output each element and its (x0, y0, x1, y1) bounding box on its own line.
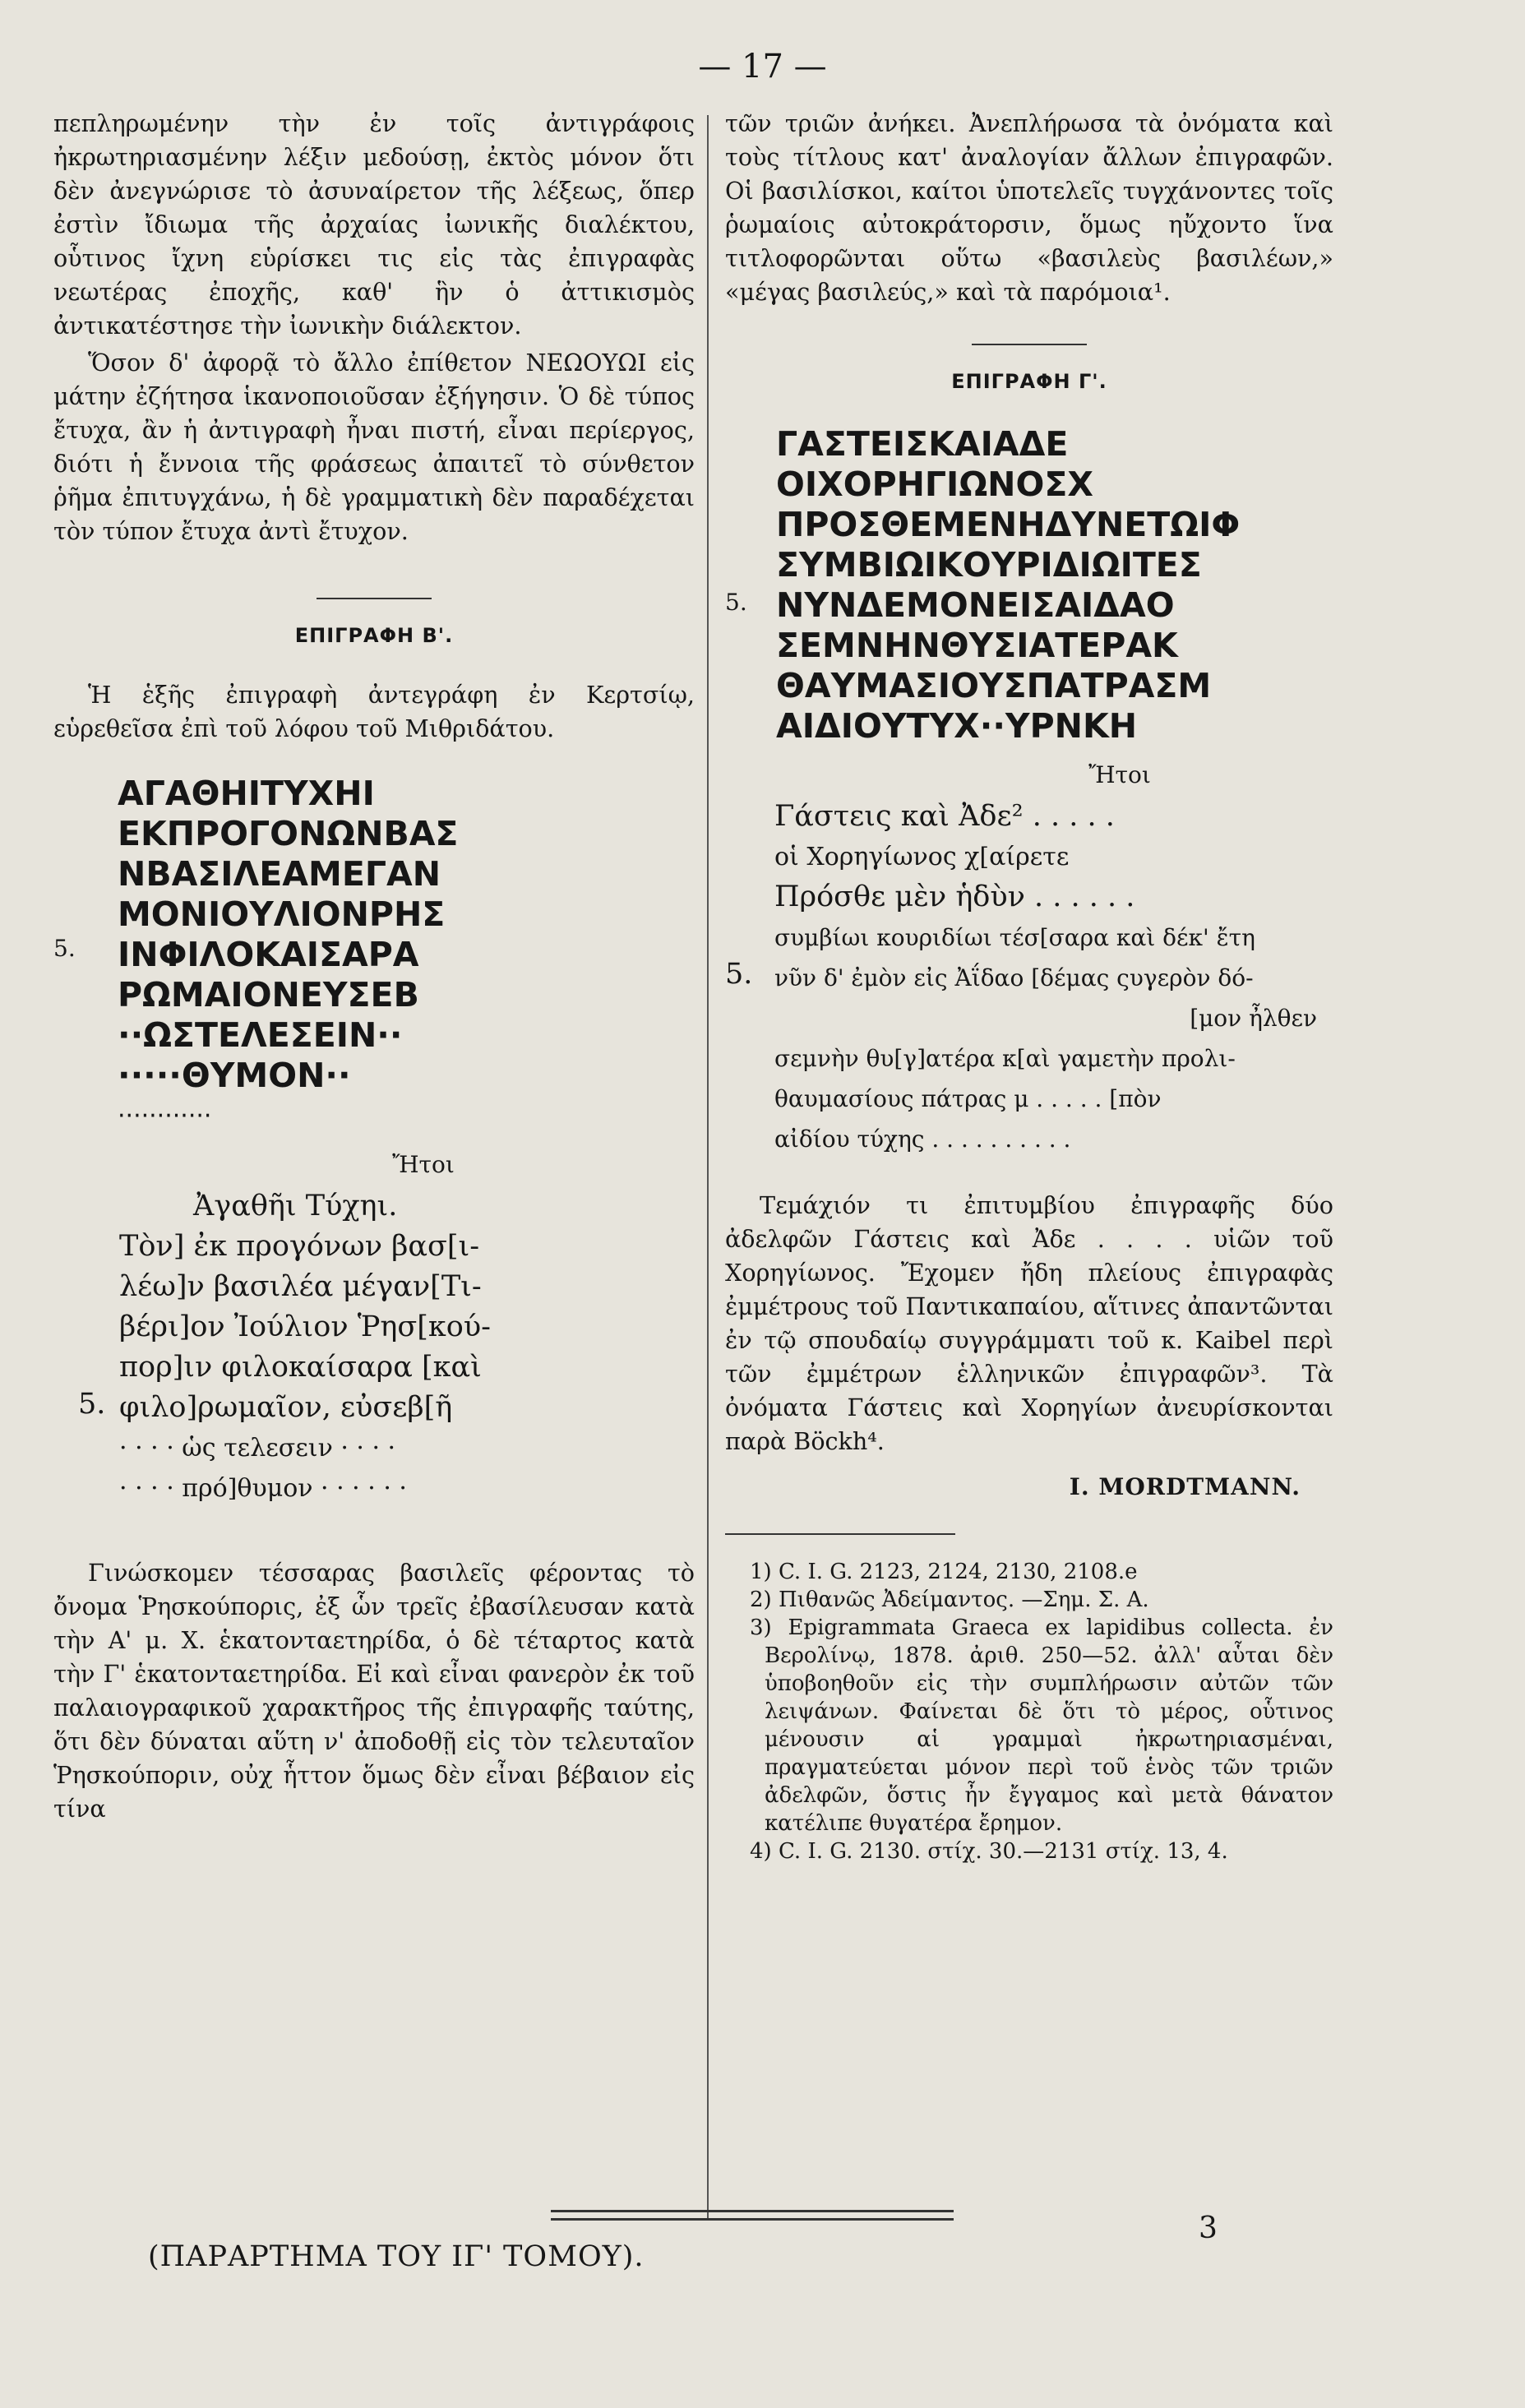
transcription-line: φιλο]ρωμαῖον, εὐσεβ[ῆ (119, 1391, 453, 1424)
closing-paragraph-right: Τεμάχιόν τι ἐπιτυμβίου ἐπιγραφῆς δύο ἀδελφῶν Γάστεις καὶ Ἀδε . . . . υἱῶν τοῦ Χορηγίωνος. Ἔχομεν ἤδη πλείους ἐπιγραφὰς ἐμμέτρους τοῦ Παντικαπαίου, αἵτινες ἀπαντῶνται ἐν τῷ σπουδαίῳ συγγράμματι τοῦ κ. Kaibel περὶ τῶν ἐμμέτρων ἑλληνικῶν ἐπιγραφῶν³. Τὰ ὀνόματα Γάστεις καὶ Χορηγίων ἀνευρίσκονται παρὰ Böckh⁴. (725, 1191, 1333, 1455)
footer-signature-mark: 3 (1199, 2212, 1218, 2245)
heading-inscription-b: ΕΠΙΓΡΑΦΗ Β'. (294, 624, 454, 647)
htoi-label: Ἤτοι (392, 1151, 455, 1178)
line-number: 5. (53, 935, 76, 962)
transcription-b (53, 1186, 695, 1509)
inscription-line: ΣΕΜΝΗΝΘΥΣΙΑΤΕΡΑΚ (776, 626, 1178, 665)
inscription-line: ΜΟΝΙΟΥΛΙΟΝΡΗΣ (118, 894, 446, 934)
footnote-1: 1) C. I. G. 2123, 2124, 2130, 2108.e (750, 1560, 1138, 1584)
closing-paragraph-left: Γινώσκομεν τέσσαρας βασιλεῖς φέροντας τὸ ὄνομα Ῥησκούπορις, ἐξ ὧν τρεῖς ἐβασίλευσαν κατὰ τὴν Α' μ. Χ. ἑκατονταετηρίδα, ὁ δὲ τέταρτος κατὰ τὴν Γ' ἑκατονταετηρίδα. Εἰ καὶ εἶναι φανερὸν ἐκ τοῦ παλαιογραφικοῦ χαρακτῆρος τῆς ἐπιγραφῆς ταύτης, ὅτι δὲν δύναται αὕτη ν' ἀποδοθῇ εἰς τὸν τελευταῖον Ῥησκούποριν, οὐχ ἧττον ὅμως δὲν εἶναι βέβαιον εἰς τίνα (53, 1559, 695, 1823)
inscription-line: ΠΡΟΣΘΕΜΕΝΗΔΥΝΕΤΩΙΦ (776, 505, 1241, 544)
intro-paragraph-right: τῶν τριῶν ἀνήκει. Ἀνεπλήρωσα τὰ ὀνόματα καὶ τοὺς τίτλους κατ' ἀναλογίαν ἄλλων ἐπιγραφῶν. Οἱ βασιλίσκοι, καίτοι ὑποτελεῖς τυγχάνοντες τοῖς ῥωμαίοις αὐτοκράτορσιν, ὅμως ηὔχοντο ἵνα τιτλοφορῶνται οὕτω «βασιλεὺς βασιλέων,» «μέγας βασιλεύς,» καὶ τὰ παρόμοια¹. (725, 109, 1333, 306)
inscription-line: ΝΥΝΔΕΜΟΝΕΙΣΑΙΔΑΟ (776, 585, 1175, 625)
transcription-line: αἰδίου τύχης . . . . . . . . . . (774, 1125, 1071, 1153)
intro-paragraph-1: πεπληρωμένην τὴν ἐν τοῖς ἀντιγράφοις ἠκρωτηριασμένην λέξιν μεδούσῃ, ἐκτὸς μόνον ὅτι δὲν ἀνεγνώρισε τὸ ἀσυναίρετον τῆς λέξεως, ὅπερ ἐστὶν ἴδιωμα τῆς ἀρχαίας ἰωνικῆς διαλέκτου, οὗτινος ἴχνη εὑρίσκει τις εἰς τὰς ἐπιγραφὰς νεωτέρας ἐποχῆς, καθ' ἣν ὁ ἀττικισμὸς ἀντικατέστησε τὴν ἰωνικὴν διάλεκτον. (53, 109, 695, 340)
htoi-label: Ἤτοι (1088, 761, 1151, 788)
transcription-line: λέω]ν βασιλέα μέγαν[Τι- (119, 1270, 482, 1303)
section-rule (317, 598, 432, 599)
heading-inscription-g: ΕΠΙΓΡΑΦΗ Γ'. (951, 370, 1107, 393)
transcription-line: Ἀγαθῆι Τύχηι. (193, 1190, 398, 1222)
inscription-line: ·····ΘΥΜΟΝ·· (118, 1056, 351, 1095)
footer-supplement-label: (ΠΑΡΑΡΤΗΜΑ ΤΟΥ ΙΓ' ΤΟΜΟΥ). (148, 2240, 645, 2273)
transcription-line: συμβίωι κουριδίωι τέσ[σαρα καὶ δέκ' ἔτη (774, 924, 1255, 951)
transcription-line: νῦν δ' ἐμὸν εἰς Ἀΐδαο [δέμας ςυγερὸν δό- (774, 964, 1254, 991)
footnote-3: 3) Epigrammata Graeca ex lapidibus collecta. ἐν Βερολίνῳ, 1878. ἀριθ. 250—52. ἀλλ' αὗται δὲν ὑποβοηθοῦν εἰς τὴν συμπλήρωσιν αὐτῶν τῶν λειψάνων. Φαίνεται δὲ ὅτι τὸ μέρος, οὗτινος μένουσιν αἱ γραμμαὶ ἠκρωτηριασμέναι, πραγματεύεται μόνον περὶ τοῦ ἑνὸς τῶν τριῶν ἀδελφῶν, ὅστις ἦν ἔγγαμος καὶ μετὰ θάνατον κατέλιπε θυγατέρα ἔρημον. (750, 1615, 1333, 1836)
transcription-line: θαυμασίους πάτρας μ . . . . . [πὸν (774, 1085, 1162, 1112)
transcription-line: Πρόσθε μὲν ἡδὺν . . . . . . (774, 880, 1135, 913)
transcription-line: · · · · πρό]θυμον · · · · · · (119, 1474, 407, 1503)
inscription-line: ΓΑΣΤΕΙΣΚΑΙΑΔΕ (776, 424, 1069, 464)
transcription-line: [μον ἦλθεν (1190, 1005, 1317, 1032)
author-signature: Ι. MORDTMANN. (1069, 1473, 1301, 1500)
inscription-line: ΣΥΜΒΙΩΙΚΟΥΡΙΔΙΩΙΤΕΣ (776, 545, 1202, 585)
line-number: 5. (78, 1388, 106, 1421)
inscription-line: ············ (118, 1102, 212, 1130)
inscription-line: ··ΩΣΤΕΛΕΣΕΙΝ·· (118, 1015, 403, 1055)
right-column (725, 107, 1333, 1865)
line-number: 5. (725, 958, 753, 991)
page-number: — 17 — (698, 48, 827, 86)
intro-paragraph-2: Ὅσον δ' ἀφορᾷ τὸ ἄλλο ἐπίθετον ΝΕΩΟΥΩΙ εἰς μάτην ἐζήτησα ἱκανοποιοῦσαν ἐξήγησιν. Ὁ δὲ τύπος ἔτυχα, ἂν ἡ ἀντιγραφὴ ἦναι πιστή, εἶναι περίεργος, διότι ἡ ἔννοια τῆς φράσεως ἀπαιτεῖ τὸ σύνθετον ῥῆμα ἐπιτυγχάνω, ἡ δὲ γραμματικὴ δὲν παραδέχεται τὸν τύπον ἔτυχα ἀντὶ ἔτυχον. (53, 349, 695, 545)
inscription-line: ΝΒΑΣΙΛΕΑΜΕΓΑΝ (118, 854, 441, 894)
inscription-line: ΡΩΜΑΙΟΝΕΥΣΕΒ (118, 975, 419, 1015)
section-rule (972, 344, 1087, 345)
inscription-line: ΑΓΑΘΗΙΤΥΧΗΙ (118, 774, 375, 813)
transcription-g (725, 797, 1333, 1159)
inscription-line: ΕΚΠΡΟΓΟΝΩΝΒΑΣ (118, 814, 459, 853)
footnote-4: 4) C. I. G. 2130. στίχ. 30.—2131 στίχ. 13, 4. (750, 1839, 1228, 1864)
inscription-g-capitals (725, 424, 1333, 746)
transcription-line: Γάστεις καὶ Ἀδε² . . . . . (774, 800, 1115, 833)
intro-inscription-b: Ἡ ἑξῆς ἐπιγραφὴ ἀντεγράφη ἐν Κερτσίῳ, εὑρεθεῖσα ἐπὶ τοῦ λόφου τοῦ Μιθριδάτου. (53, 681, 695, 742)
transcription-line: οἱ Χορηγίωνος χ[αίρετε (774, 843, 1070, 871)
column-divider (707, 115, 709, 2220)
bottom-double-rule (551, 2210, 954, 2226)
line-number: 5. (725, 589, 747, 616)
transcription-line: σεμνὴν θυ[γ]ατέρα κ[αὶ γαμετὴν προλι- (774, 1045, 1236, 1072)
inscription-line: ΘΑΥΜΑΣΙΟΥΣΠΑΤΡΑΣΜ (776, 666, 1212, 705)
transcription-line: βέρι]ον Ἰούλιον Ῥησ[κού- (119, 1310, 491, 1343)
inscription-b-capitals (53, 774, 695, 1136)
footnotes (725, 1558, 1333, 1865)
transcription-line: πορ]ιν φιλοκαίσαρα [καὶ (119, 1351, 482, 1384)
footnote-rule (725, 1533, 955, 1535)
transcription-line: · · · · ὡς τελεσειν · · · · (119, 1434, 396, 1463)
transcription-line: Τὸν] ἐκ προγόνων βασ[ι- (119, 1230, 480, 1263)
left-column (53, 107, 695, 1826)
inscription-line: ΑΙΔΙΟΥΤΥΧ··ΥΡΝΚΗ (776, 706, 1138, 746)
inscription-line: ΟΙΧΟΡΗΓΙΩΝΟΣΧ (776, 464, 1093, 504)
inscription-line: ΙΝΦΙΛΟΚΑΙΣΑΡΑ (118, 935, 419, 974)
footnote-2: 2) Πιθανῶς Ἀδείμαντος. —Σημ. Σ. Α. (750, 1588, 1149, 1612)
